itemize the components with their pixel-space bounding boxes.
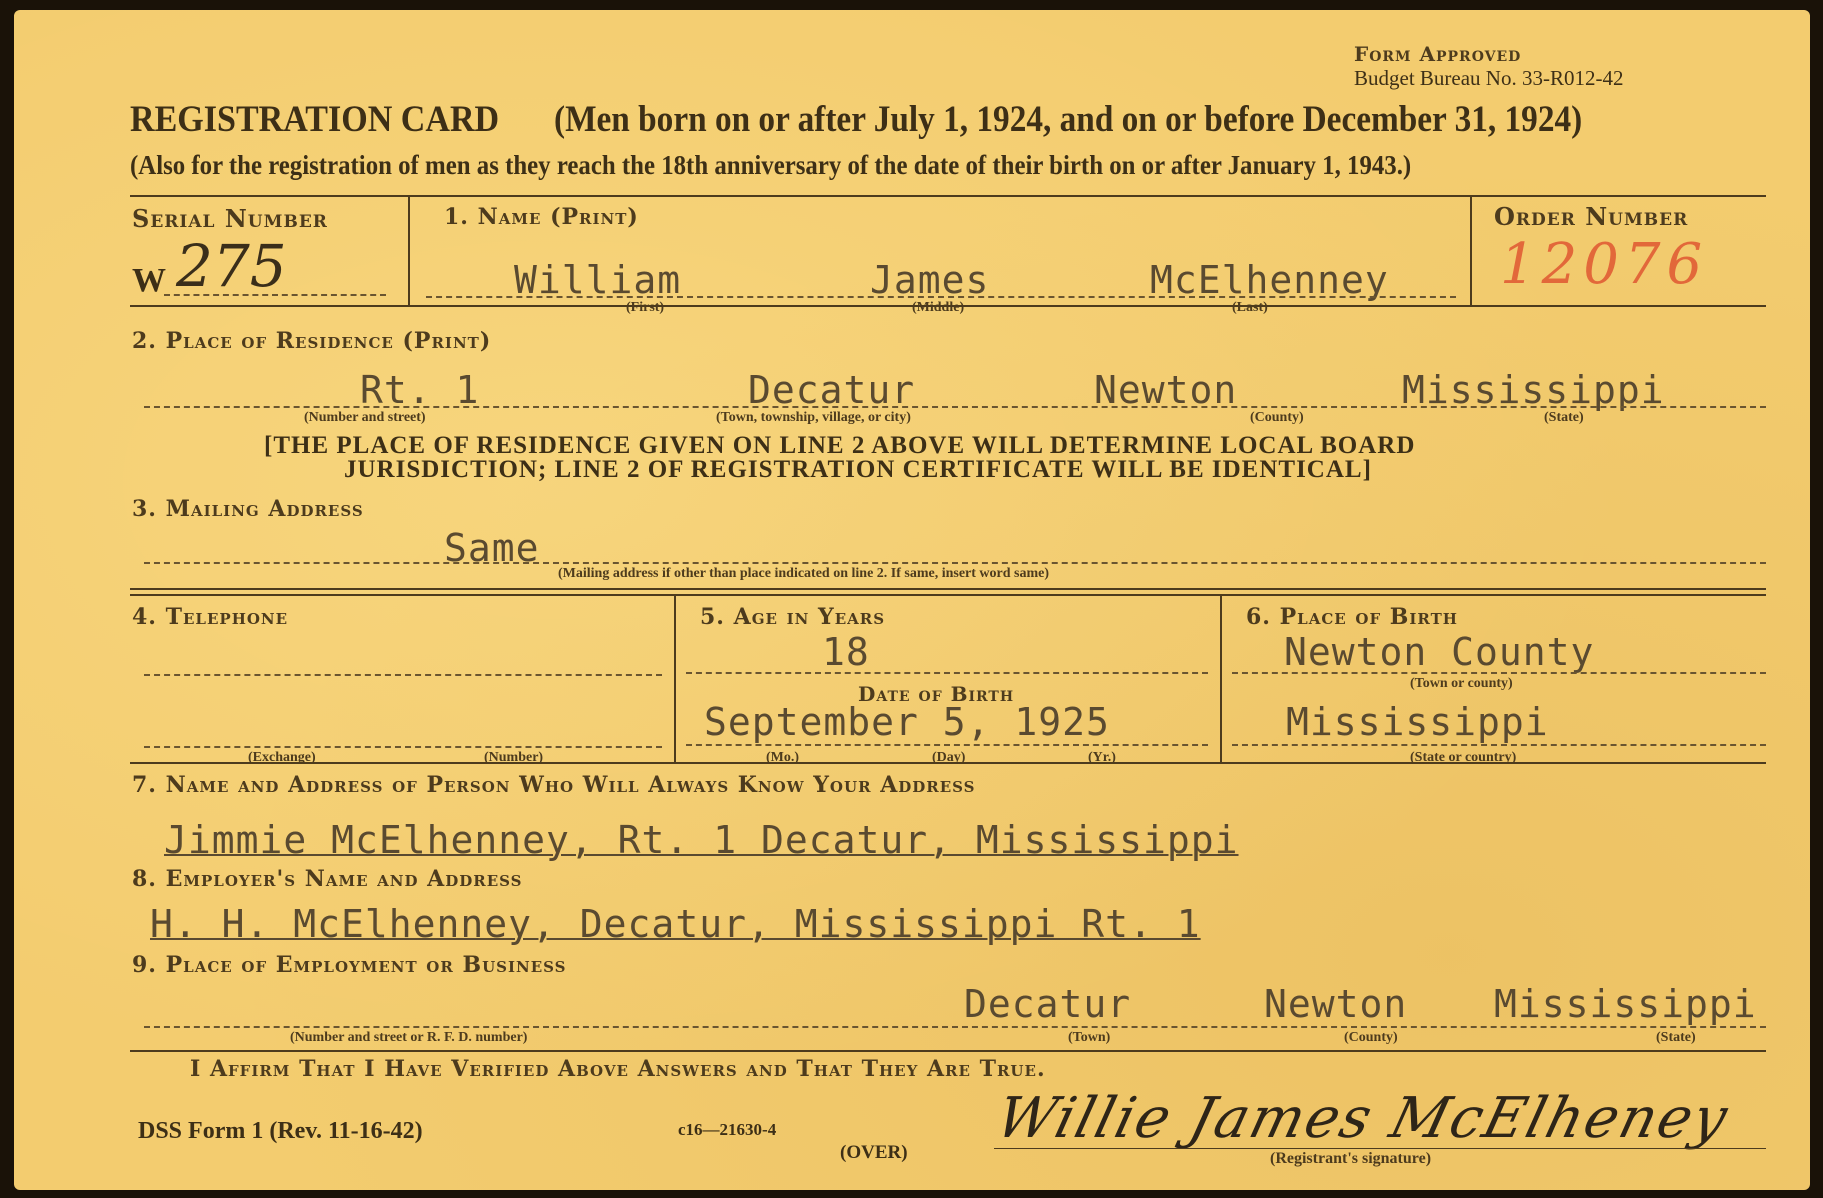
field-line [164, 294, 386, 296]
field-line [686, 672, 1208, 674]
employer-label: 8. Employer's Name and Address [132, 866, 523, 892]
divider [130, 195, 1766, 197]
county-caption: (County) [1250, 410, 1304, 425]
field-line [686, 744, 1208, 746]
card-subtitle: (Also for the registration of men as they reach the 18th anniversary of the date of their birth on or after January 1, 1943.) [130, 150, 1412, 180]
divider [130, 588, 1766, 590]
mailing-caption: (Mailing address if other than place indicated on line 2. If same, insert word same) [558, 566, 1050, 581]
birthplace-label: 6. Place of Birth [1246, 604, 1458, 630]
last-name: McElhenney [1150, 258, 1389, 302]
jurisdiction-notice-2: JURISDICTION; LINE 2 OF REGISTRATION CERTIFICATE WILL BE IDENTICAL] [344, 456, 1372, 483]
field-line [144, 1026, 1766, 1028]
affirmation: I Affirm That I Have Verified Above Answers and That They Are True. [190, 1056, 1046, 1082]
divider [130, 594, 1766, 596]
employment-state-caption: (State) [1656, 1030, 1696, 1045]
field-line [144, 746, 662, 748]
middle-caption: (Middle) [912, 300, 965, 315]
name-label: 1. Name (Print) [444, 204, 639, 230]
divider [130, 762, 1766, 764]
number-caption: (Number) [484, 750, 544, 765]
serial-prefix: W [132, 262, 166, 299]
employment-label: 9. Place of Employment or Business [132, 952, 567, 978]
employment-town: Decatur [964, 982, 1132, 1026]
street-caption: (Number and street) [304, 410, 426, 425]
order-number-value: 12076 [1500, 232, 1709, 297]
birthplace-town-caption: (Town or county) [1410, 676, 1513, 691]
month-caption: (Mo.) [766, 750, 800, 765]
day-caption: (Day) [932, 750, 966, 765]
budget-bureau-number: Budget Bureau No. 33-R012-42 [1354, 66, 1624, 90]
signature-line [994, 1148, 1766, 1149]
over-note: (OVER) [840, 1142, 908, 1163]
mailing-address-value: Same [444, 526, 540, 570]
date-of-birth-label: Date of Birth [858, 682, 1015, 706]
employment-street-caption: (Number and street or R. F. D. number) [290, 1030, 528, 1045]
employment-county-caption: (County) [1344, 1030, 1398, 1045]
divider [674, 594, 676, 762]
residence-label: 2. Place of Residence (Print) [132, 328, 492, 354]
employment-state: Mississippi [1494, 982, 1757, 1026]
serial-number-label: Serial Number [132, 204, 328, 233]
last-caption: (Last) [1232, 300, 1268, 315]
field-line [144, 562, 1766, 564]
registrant-signature: Willie James McElheney [989, 1086, 1736, 1151]
field-line [1232, 672, 1766, 674]
date-of-birth-value: September 5, 1925 [704, 700, 1110, 744]
card-title: REGISTRATION CARD [130, 99, 500, 140]
state-caption: (State) [1544, 410, 1584, 425]
form-id: DSS Form 1 (Rev. 11-16-42) [138, 1118, 423, 1144]
field-line [144, 406, 1766, 408]
mailing-address-label: 3. Mailing Address [132, 496, 364, 522]
divider [1220, 594, 1222, 762]
card-title-note: (Men born on or after July 1, 1924, and on or before December 31, 1924) [554, 99, 1583, 140]
contact-value: Jimmie McElhenney, Rt. 1 Decatur, Mississippi [164, 818, 1239, 862]
residence-county: Newton [1094, 368, 1238, 412]
print-code: c16—21630-4 [678, 1120, 777, 1139]
age-value: 18 [822, 630, 870, 674]
jurisdiction-notice-1: [THE PLACE OF RESIDENCE GIVEN ON LINE 2 ABOVE WILL DETERMINE LOCAL BOARD [264, 432, 1416, 459]
contact-label: 7. Name and Address of Person Who Will Always Know Your Address [132, 772, 976, 798]
employer-value: H. H. McElhenney, Decatur, Mississippi Rt. 1 [150, 902, 1201, 946]
divider [408, 195, 410, 305]
town-caption: (Town, township, village, or city) [716, 410, 911, 425]
year-caption: (Yr.) [1088, 750, 1116, 765]
field-line [426, 296, 1456, 298]
form-approved: Form Approved [1354, 42, 1522, 66]
exchange-caption: (Exchange) [248, 750, 316, 765]
employment-town-caption: (Town) [1068, 1030, 1111, 1045]
birthplace-state-caption: (State or country) [1410, 750, 1517, 765]
middle-name: James [870, 258, 990, 302]
birthplace-state: Mississippi [1286, 700, 1549, 744]
order-number-label: Order Number [1494, 202, 1689, 231]
residence-state: Mississippi [1402, 368, 1665, 412]
signature-caption: (Registrant's signature) [1270, 1150, 1432, 1167]
first-name: William [514, 258, 682, 302]
residence-street: Rt. 1 [360, 368, 480, 412]
telephone-label: 4. Telephone [132, 604, 289, 630]
employment-county: Newton [1264, 982, 1408, 1026]
age-label: 5. Age in Years [700, 604, 886, 630]
registration-card [14, 10, 1810, 1190]
first-caption: (First) [626, 300, 665, 315]
birthplace-town: Newton County [1284, 630, 1595, 674]
field-line [144, 674, 662, 676]
serial-number-value: 275 [176, 232, 287, 300]
divider [130, 1050, 1766, 1052]
divider [1470, 195, 1472, 305]
field-line [1232, 744, 1766, 746]
residence-town: Decatur [748, 368, 916, 412]
